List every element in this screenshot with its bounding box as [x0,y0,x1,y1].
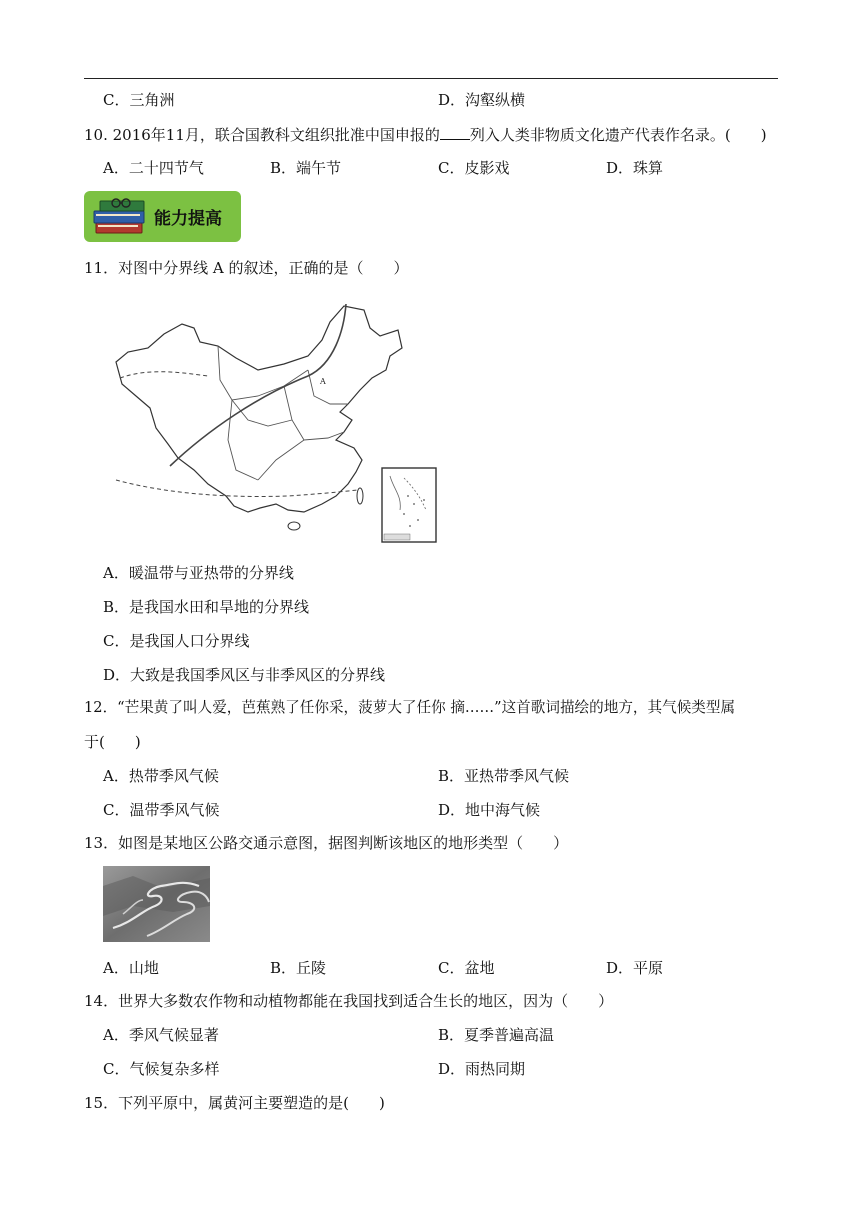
q10-stem [84,124,767,145]
q10-stem-start: 10. 2016年11月，联合国教科文组织批准中国申报的 [84,126,440,144]
q14-option-d: D．雨热同期 [438,1060,526,1078]
q9-option-c: C．三角洲 [103,91,175,109]
q11-option-b: B．是我国水田和旱地的分界线 [103,598,310,616]
q14-option-c: C．气候复杂多样 [103,1060,220,1078]
q11-option-a: A．暖温带与亚热带的分界线 [103,564,294,582]
road-photo-figure [103,866,210,942]
q13-option-d: D．平原 [606,959,664,977]
china-outline [116,306,402,512]
q14-option-a: A．季风气候显著 [103,1026,219,1044]
q12-option-d: D．地中海气候 [438,801,541,819]
map-label-a: A [320,377,326,386]
section-badge [84,191,241,242]
hainan-island [288,522,300,530]
books-icon [92,197,152,237]
china-map-figure [108,300,438,544]
q14-option-b: B．夏季普遍高温 [438,1026,555,1044]
south-sea-inset [382,468,436,542]
q14-stem: 14．世界大多数农作物和动植物都能在我国找到适合生长的地区，因为（ ） [84,992,614,1010]
q9-option-d: D．沟壑纵横 [438,91,526,109]
q15-stem: 15．下列平原中，属黄河主要塑造的是( ) [84,1094,385,1112]
section-badge-label: 能力提高 [154,209,222,229]
q12-option-b: B．亚热带季风气候 [438,767,570,785]
q10-option-b: B．端午节 [270,159,342,177]
q12-stem-line1: 12．“芒果黄了叫人爱，芭蕉熟了任你采，菠萝大了任你 摘……”这首歌词描绘的地方，其气候类型属 [84,699,736,716]
q10-option-c: C．皮影戏 [438,159,510,177]
q13-option-b: B．丘陵 [270,959,327,977]
q10-option-d: D．珠算 [606,159,664,177]
q10-blank [440,124,470,140]
taiwan-island [357,488,363,504]
q12-option-c: C．温带季风气候 [103,801,220,819]
q10-stem-end: 列入人类非物质文化遗产代表作名录。( ) [469,126,767,144]
header-rule [84,78,778,79]
q12-option-a: A．热带季风气候 [103,767,219,785]
q11-stem: 11．对图中分界线 A 的叙述，正确的是（ ） [84,259,409,277]
q12-stem-line2: 于( ) [84,733,141,751]
q11-option-d: D．大致是我国季风区与非季风区的分界线 [103,666,386,684]
q11-option-c: C．是我国人口分界线 [103,632,250,650]
q13-stem: 13．如图是某地区公路交通示意图，据图判断该地区的地形类型（ ） [84,834,569,852]
q13-option-a: A．山地 [103,959,159,977]
q10-option-a: A．二十四节气 [103,159,204,177]
q13-option-c: C．盆地 [438,959,495,977]
